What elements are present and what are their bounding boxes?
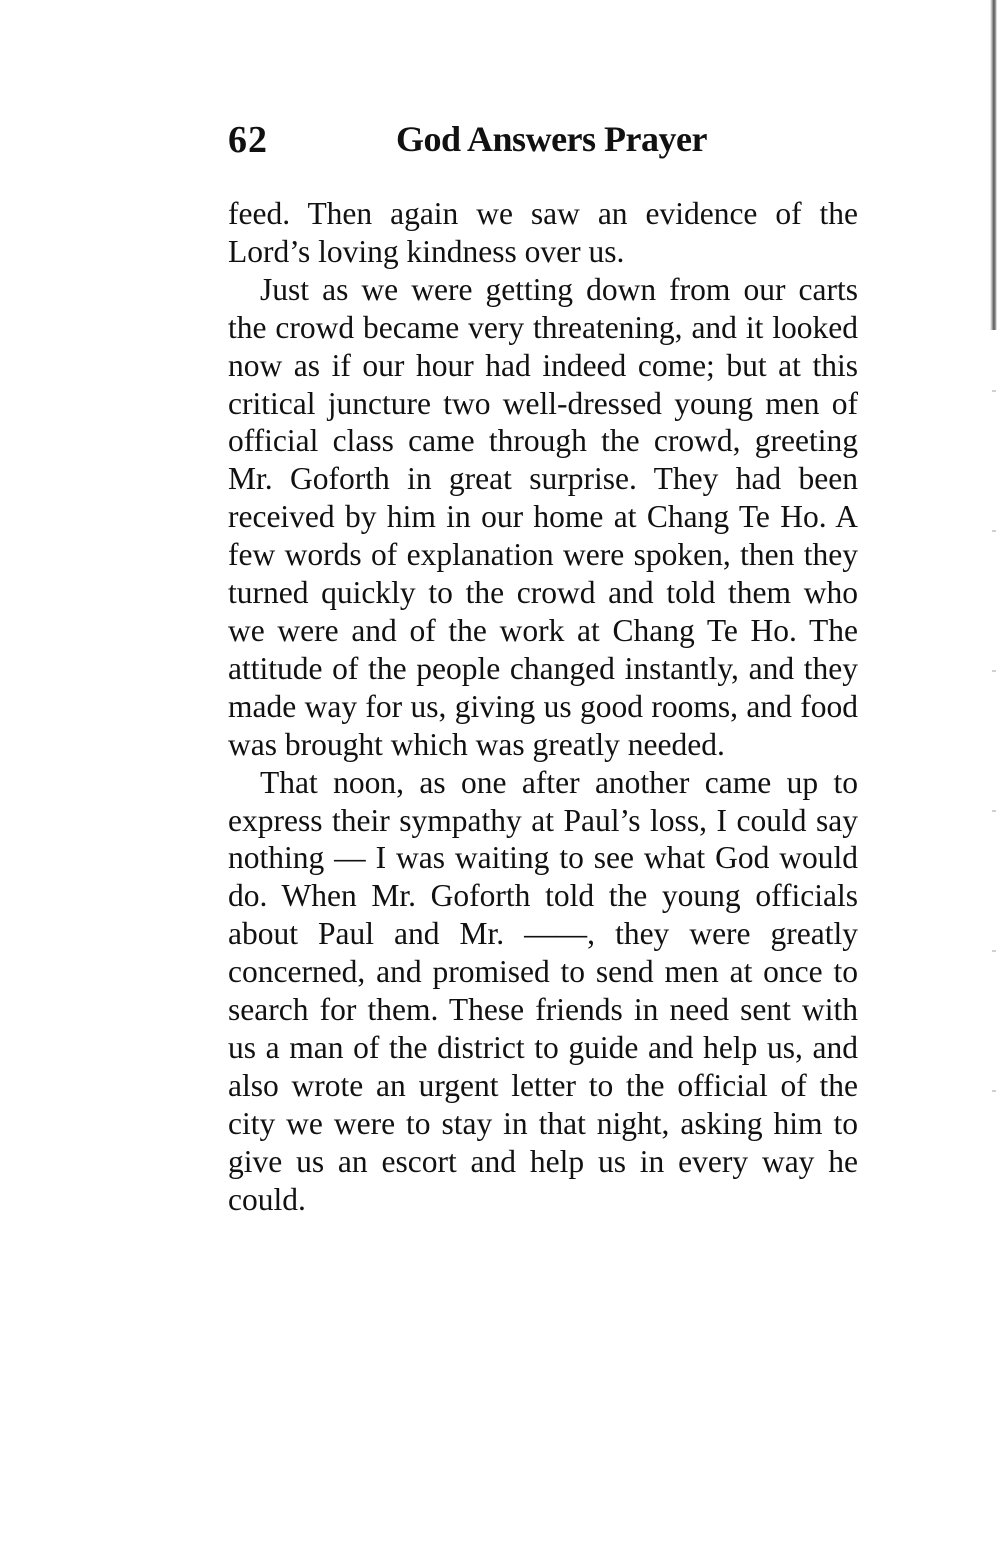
- running-header: [228, 118, 858, 168]
- paragraph-continued: feed. Then again we saw an evidence of the Lord’s loving kindness over us.: [228, 196, 858, 269]
- body-text: [228, 195, 858, 1218]
- paragraph: Just as we were getting down from our carts the crowd became very threatening, and it looked now as if our hour had indeed come; but at this critical juncture two well-dressed young men of official class came through the crowd, greeting Mr. Goforth in great surprise. They had been received by him in our home at Chang Te Ho. A few words of explanation were spoken, then they turned quickly to the crowd and told them who we were and of the work at Chang Te Ho. The attitude of the people changed instantly, and they made way for us, giving us good rooms, and food was brought which was greatly needed.: [228, 271, 858, 762]
- page-edge-shadow: [990, 0, 997, 330]
- page-number: 62: [228, 119, 268, 161]
- page-edge-specks: [992, 330, 996, 1230]
- running-title: God Answers Prayer: [396, 119, 707, 159]
- paragraph: That noon, as one after another came up to express their sympathy at Paul’s loss, I could say nothing — I was waiting to see what God would do. When Mr. Goforth told the young officials about Paul and Mr. ——, they were greatly concerned, and promised to send men at once to search for them. These friends in need sent with us a man of the district to guide and help us, and also wrote an urgent letter to the official of the city we were to stay in that night, asking him to give us an escort and help us in every way he could.: [228, 764, 858, 1217]
